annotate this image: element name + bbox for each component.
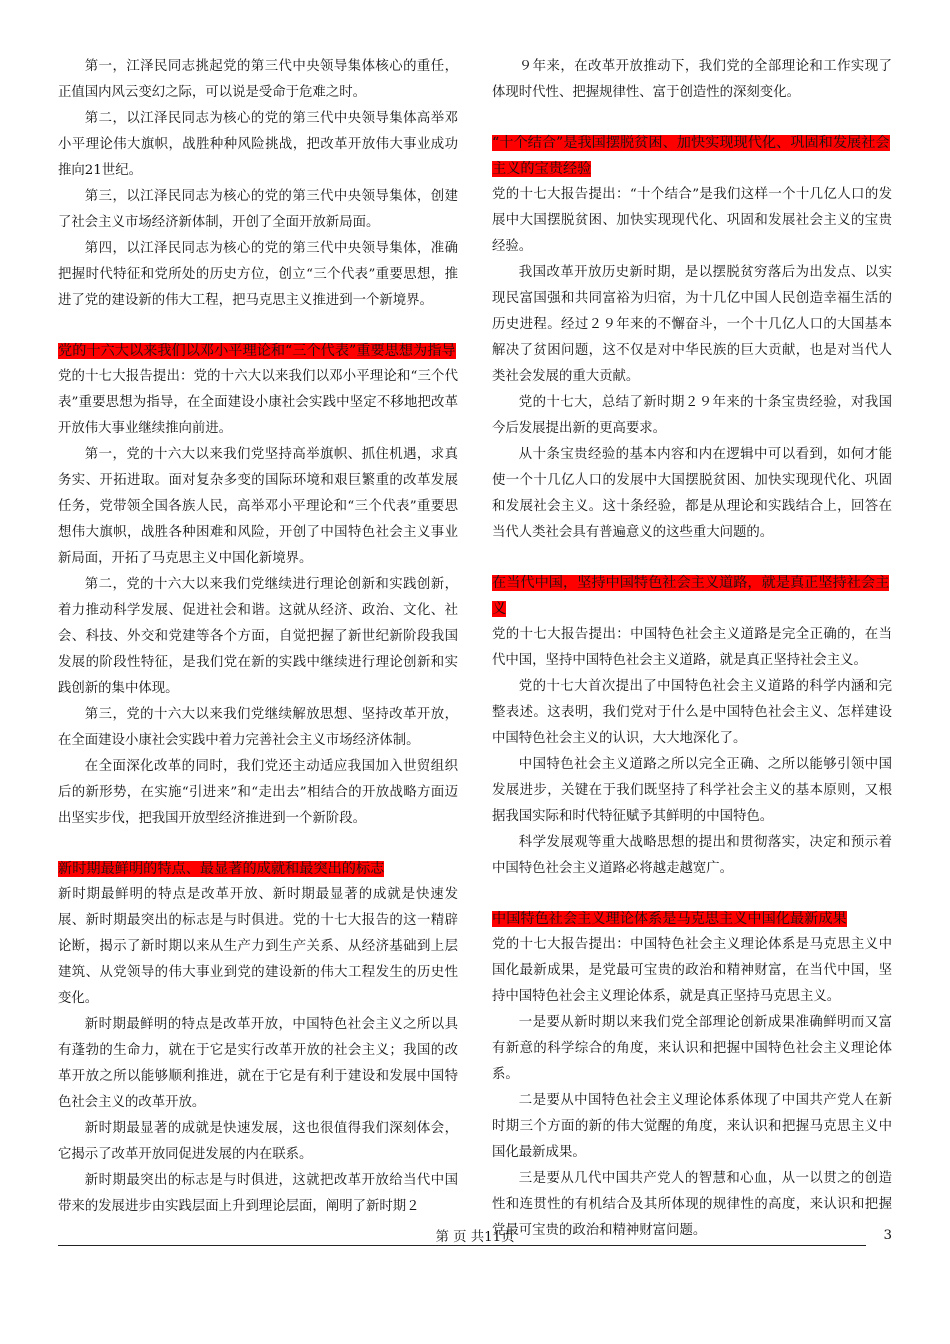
- paragraph: 新时期最鲜明的特点是改革开放、新时期最显著的成就是快速发展、新时期最突出的标志是与时俱进。党的十七大报告的这一精辟论断，揭示了新时期以来从生产力到生产关系、从经济基础到上层建筑、从党领导的伟大事业到党的建设新的伟大工程发生的历史性变化。: [58, 887, 458, 1006]
- paragraph: 第一，江泽民同志挑起党的第三代中央领导集体核心的重任，正值国内风云变幻之际，可以说是受命于危难之时。: [58, 59, 458, 100]
- paragraph: 党的十七大报告提出：“十个结合”是我们这样一个十几亿人口的发展中大国摆脱贫困、加快实现现代化、巩固和发展社会主义的宝贵经验。: [492, 187, 892, 254]
- page-number: 3: [883, 1228, 892, 1243]
- paragraph: 党的十七大报告提出：中国特色社会主义理论体系是马克思主义中国化最新成果，是党最可宝贵的政治和精神财富，在当代中国，坚持中国特色社会主义理论体系，就是真正坚持马克思主义。: [492, 937, 892, 1004]
- highlighted-heading-text: 在当代中国，坚持中国特色社会主义道路，就是真正坚持社会主义: [492, 575, 890, 617]
- page-footer-label: 第 页 共11页: [435, 1230, 515, 1245]
- paragraph: 党的十七大首次提出了中国特色社会主义道路的科学内涵和完整表述。这表明，我们党对于什么是中国特色社会主义、怎样建设中国特色社会主义的认识，大大地深化了。: [492, 679, 892, 746]
- paragraph: 中国特色社会主义道路之所以完全正确、之所以能够引领中国发展进步，关键在于我们既坚持了科学社会主义的基本原则，又根据我国实际和时代特征赋予其鲜明的中国特色。: [492, 757, 892, 824]
- paragraph: 一是要从新时期以来我们党全部理论创新成果准确鲜明而又富有新意的科学综合的角度，来认识和把握中国特色社会主义理论体系。: [492, 1015, 892, 1082]
- paragraph: 新时期最鲜明的特点是改革开放，中国特色社会主义之所以具有蓬勃的生命力，就在于它是实行改革开放的社会主义；我国的改革开放之所以能够顺利推进，就在于它是有利于建设和发展中国特色社会主义的改革开放。: [58, 1017, 458, 1110]
- paragraph: ９年来，在改革开放推动下，我们党的全部理论和工作实现了体现时代性、把握规律性、富于创造性的深刻变化。: [492, 59, 892, 100]
- highlighted-heading-text: 新时期最鲜明的特点、最显著的成就和最突出的标志: [58, 861, 385, 877]
- footer-divider: [58, 1245, 866, 1246]
- section-heading: [58, 856, 458, 882]
- paragraph: 第三，以江泽民同志为核心的党的第三代中央领导集体，创建了社会主义市场经济新体制，开创了全面开放新局面。: [58, 189, 458, 230]
- paragraph: 科学发展观等重大战略思想的提出和贯彻落实，决定和预示着中国特色社会主义道路必将越走越宽广。: [492, 835, 892, 876]
- paragraph: 第四，以江泽民同志为核心的党的第三代中央领导集体，准确把握时代特征和党所处的历史方位，创立“三个代表”重要思想，推进了党的建设新的伟大工程，把马克思主义推进到一个新境界。: [58, 241, 458, 308]
- section-heading: [58, 338, 458, 364]
- paragraph: 从十条宝贵经验的基本内容和内在逻辑中可以看到，如何才能使一个十几亿人口的发展中大国摆脱贫困、加快实现现代化、巩固和发展社会主义。这十条经验，都是从理论和实践结合上，回答在当代人类社会具有普遍意义的这些重大问题的。: [492, 447, 892, 540]
- paragraph: 第二，以江泽民同志为核心的党的第三代中央领导集体高举邓小平理论伟大旗帜，战胜种种风险挑战，把改革开放伟大事业成功推向21世纪。: [58, 111, 458, 178]
- paragraph: 二是要从中国特色社会主义理论体系体现了中国共产党人在新时期三个方面的新的伟大觉醒的角度，来认识和把握马克思主义中国化最新成果。: [492, 1093, 892, 1160]
- paragraph: 我国改革开放历史新时期，是以摆脱贫穷落后为出发点、以实现民富国强和共同富裕为归宿，为十几亿中国人民创造幸福生活的历史进程。经过２９年来的不懈奋斗，一个十几亿人口的大国基本解决了贫困问题，这不仅是对中华民族的巨大贡献，也是对当代人类社会发展的重大贡献。: [492, 265, 892, 384]
- paragraph: 党的十七大，总结了新时期２９年来的十条宝贵经验，对我国今后发展提出新的更高要求。: [492, 395, 892, 436]
- section-heading: [492, 906, 892, 932]
- paragraph: 党的十七大报告提出：党的十六大以来我们以邓小平理论和“三个代表”重要思想为指导，在全面建设小康社会实践中坚定不移地把改革开放伟大事业继续推向前进。: [58, 369, 458, 436]
- paragraph: 新时期最突出的标志是与时俱进，这就把改革开放给当代中国带来的发展进步由实践层面上升到理论层面，阐明了新时期２: [58, 1173, 458, 1214]
- section-heading: [492, 130, 892, 182]
- paragraph: 第二，党的十六大以来我们党继续进行理论创新和实践创新，着力推动科学发展、促进社会和谐。这就从经济、政治、文化、社会、科技、外交和党建等各个方面，自觉把握了新世纪新阶段我国发展的阶段性特征，是我们党在新的实践中继续进行理论创新和实践创新的集中体现。: [58, 577, 458, 696]
- paragraph: 第一，党的十六大以来我们党坚持高举旗帜、抓住机遇，求真务实、开拓进取。面对复杂多变的国际环境和艰巨繁重的改革发展任务，党带领全国各族人民，高举邓小平理论和“三个代表”重要思想伟大旗帜，战胜各种困难和风险，开创了中国特色社会主义事业新局面，开拓了马克思主义中国化新境界。: [58, 447, 458, 566]
- right-column: [492, 54, 892, 1244]
- paragraph: 在全面深化改革的同时，我们党还主动适应我国加入世贸组织后的新形势，在实施“引进来”和“走出去”相结合的开放战略方面迈出坚实步伐，把我国开放型经济推进到一个新阶段。: [58, 759, 458, 826]
- paragraph: 三是要从几代中国共产党人的智慧和心血，从一以贯之的创造性和连贯性的有机结合及其所体现的规律性的高度，来认识和把握党最可宝贵的政治和精神财富问题。: [492, 1171, 892, 1238]
- left-column: [58, 54, 458, 1220]
- paragraph: 第三，党的十六大以来我们党继续解放思想、坚持改革开放，在全面建设小康社会实践中着力完善社会主义市场经济体制。: [58, 707, 458, 748]
- highlighted-heading-text: 党的十六大以来我们以邓小平理论和“三个代表”重要思想为指导: [58, 343, 456, 359]
- section-heading: [492, 570, 892, 622]
- highlighted-heading-text: 中国特色社会主义理论体系是马克思主义中国化最新成果: [492, 911, 847, 927]
- paragraph: 新时期最显著的成就是快速发展，这也很值得我们深刻体会，它揭示了改革开放同促进发展的内在联系。: [58, 1121, 458, 1162]
- highlighted-heading-text: “十个结合”是我国摆脱贫困、加快实现现代化、巩固和发展社会主义的宝贵经验: [492, 135, 890, 177]
- paragraph: 党的十七大报告提出：中国特色社会主义道路是完全正确的，在当代中国，坚持中国特色社会主义道路，就是真正坚持社会主义。: [492, 627, 892, 668]
